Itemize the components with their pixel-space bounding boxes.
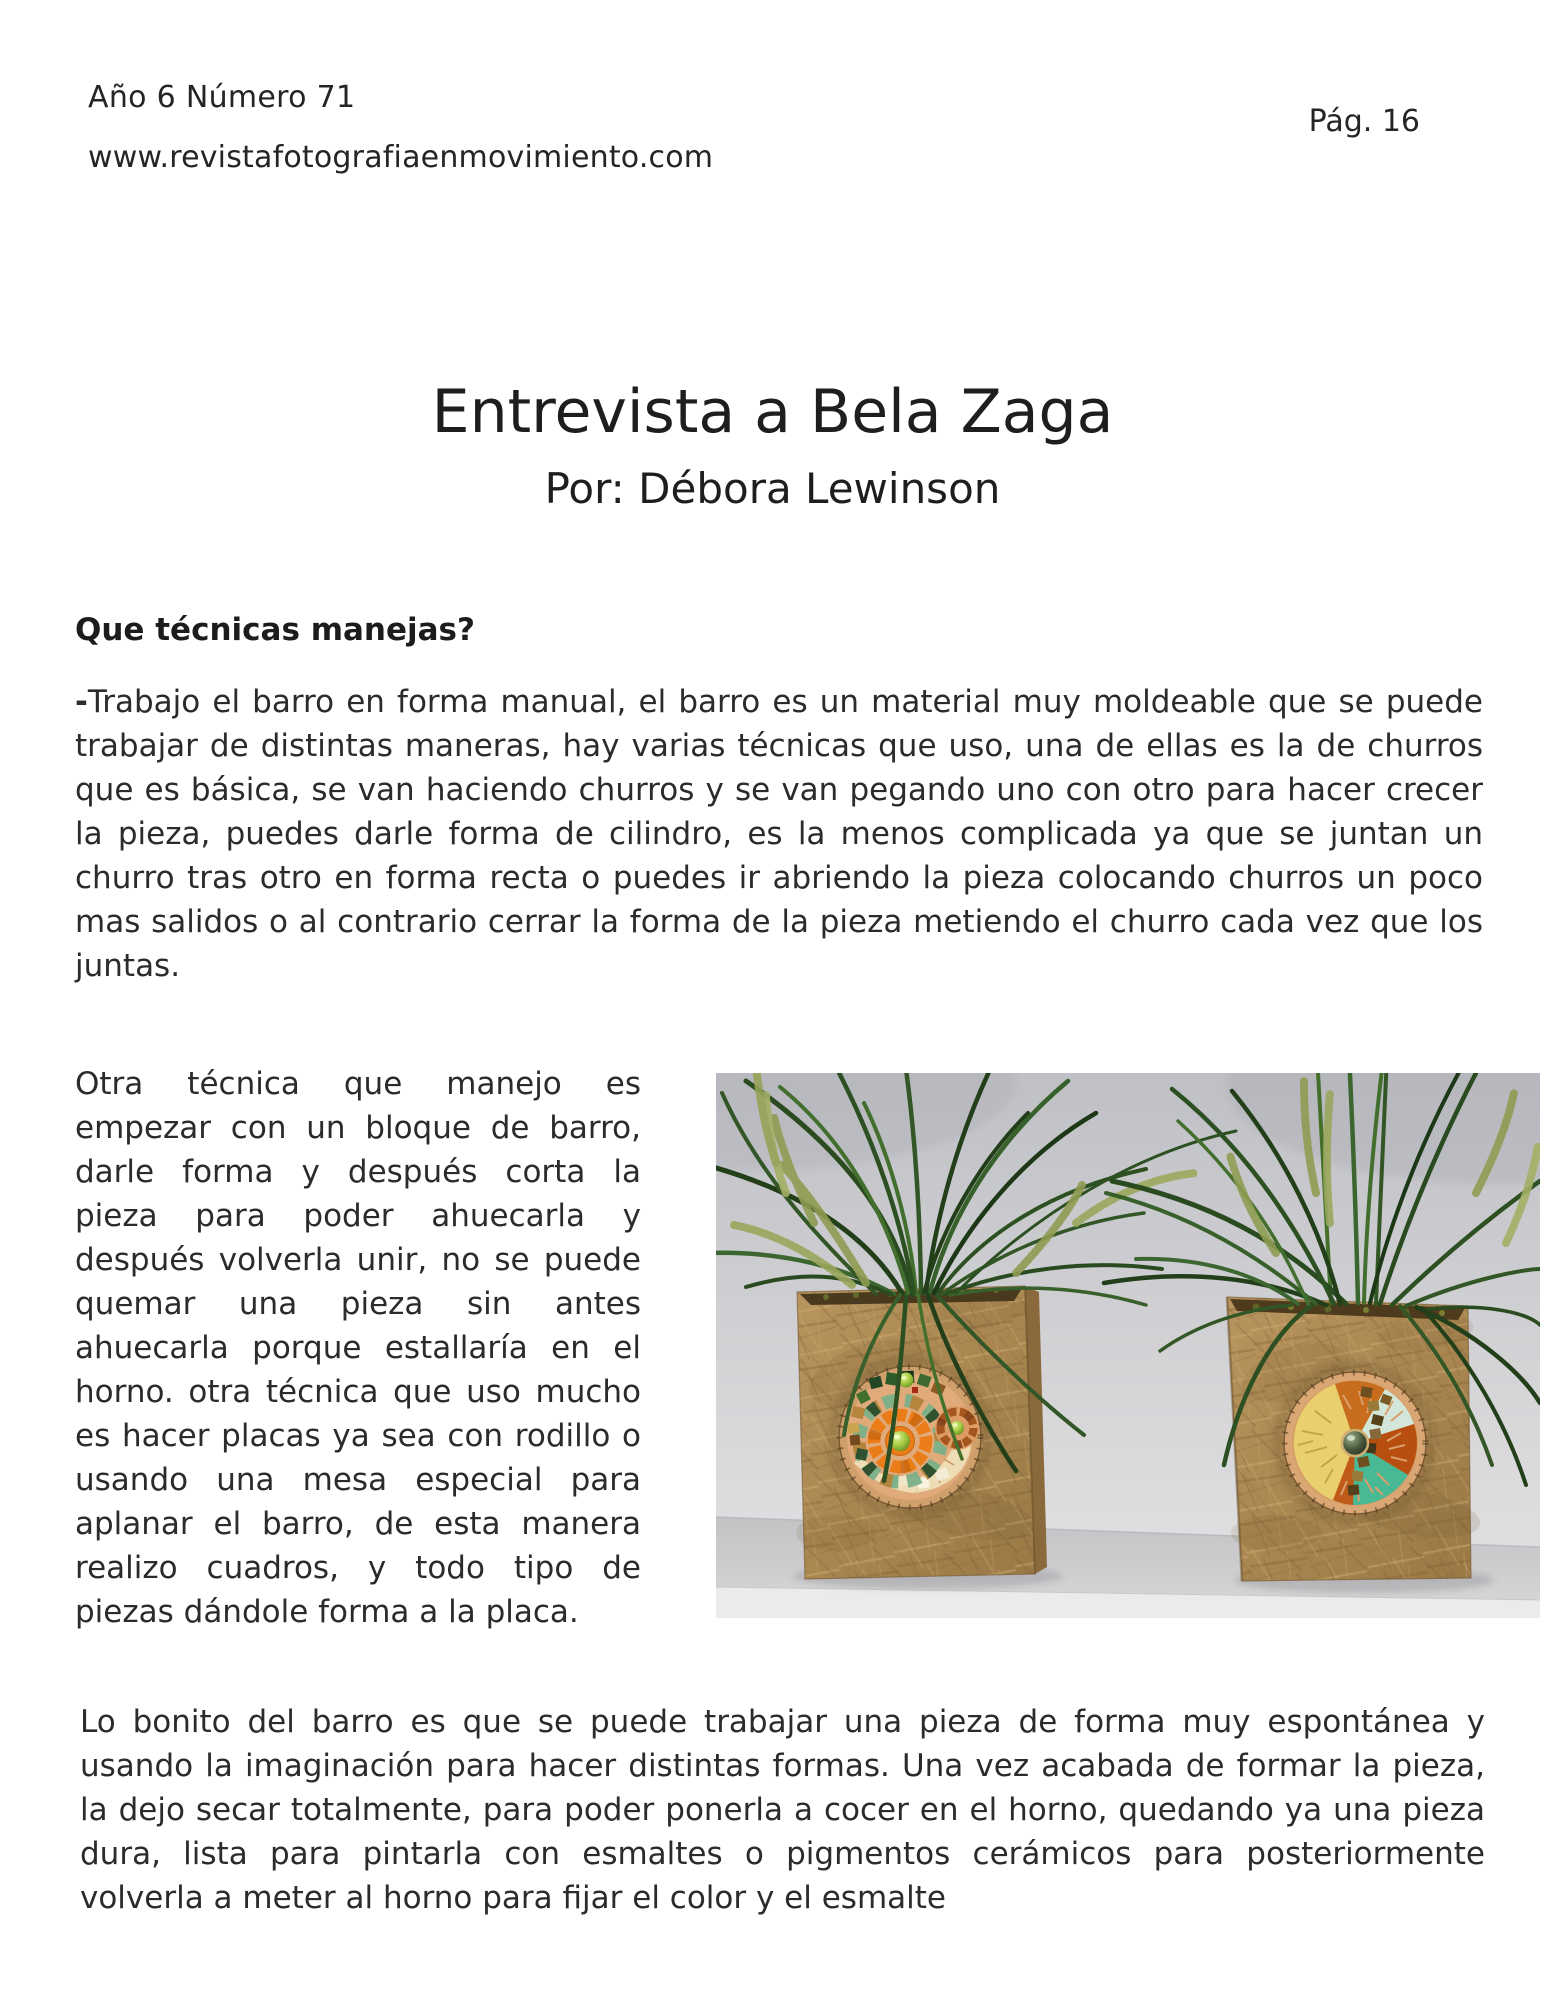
answer-dash: - bbox=[75, 684, 88, 720]
answer-paragraph-3: Lo bonito del barro es que se puede trabajar una pieza de forma muy espontánea y usando la imaginación para hacer distintas formas. Una vez acabada de formar la pieza, la dejo secar totalmente, para poder ponerla a cocer en el horno, quedando ya una pieza dura, lista para pintarla con esmaltes o pigmentos cerámicos para posteriormente volverla a meter al horno para fijar el color y el esmalte bbox=[80, 1704, 1485, 1916]
left-planter bbox=[796, 1286, 1047, 1579]
page-number: Pág. 16 bbox=[1308, 104, 1420, 139]
interview-question: Que técnicas manejas? bbox=[75, 612, 475, 648]
article-byline: Por: Débora Lewinson bbox=[544, 464, 1001, 513]
right-planter bbox=[1227, 1297, 1484, 1581]
website-url: www.revistafotografiaenmovimiento.com bbox=[88, 140, 714, 175]
answer-paragraph-1-text: Trabajo el barro en forma manual, el barro es un material muy moldeable que se puede trabajar de distintas maneras, hay varias técnicas que uso, una de ellas es la de churros que es básica, se van haciendo churros y se van pegando uno con otro para hacer crecer la pieza, puedes darle forma de cilindro, es la menos complicada ya que se juntan un churro tras otro en forma recta o puedes ir abriendo la pieza colocando churros un poco mas salidos o al contrario cerrar la forma de la pieza metiendo el churro cada vez que los juntas. bbox=[75, 684, 1483, 984]
answer-paragraph-2: Otra técnica que manejo es empezar con un bloque de barro, darle forma y después corta la pieza para poder ahuecarla y después volverla unir, no se puede quemar una pieza sin antes ahuecarla porque estallaría en el horno. otra técnica que uso mucho es hacer placas ya sea con rodillo o usando una mesa especial para aplanar el barro, de esta manera realizo cuadros, y todo tipo de piezas dándole forma a la placa. bbox=[75, 1066, 641, 1630]
right-mosaic-medallion bbox=[1284, 1372, 1426, 1514]
answer-paragraph-1 bbox=[75, 680, 1483, 988]
photo-planters bbox=[716, 1073, 1540, 1618]
article-title: Entrevista a Bela Zaga bbox=[431, 377, 1114, 447]
issue-label: Año 6 Número 71 bbox=[88, 80, 356, 115]
planters-photo-svg bbox=[716, 1073, 1540, 1618]
left-mosaic-medallion bbox=[839, 1366, 981, 1508]
